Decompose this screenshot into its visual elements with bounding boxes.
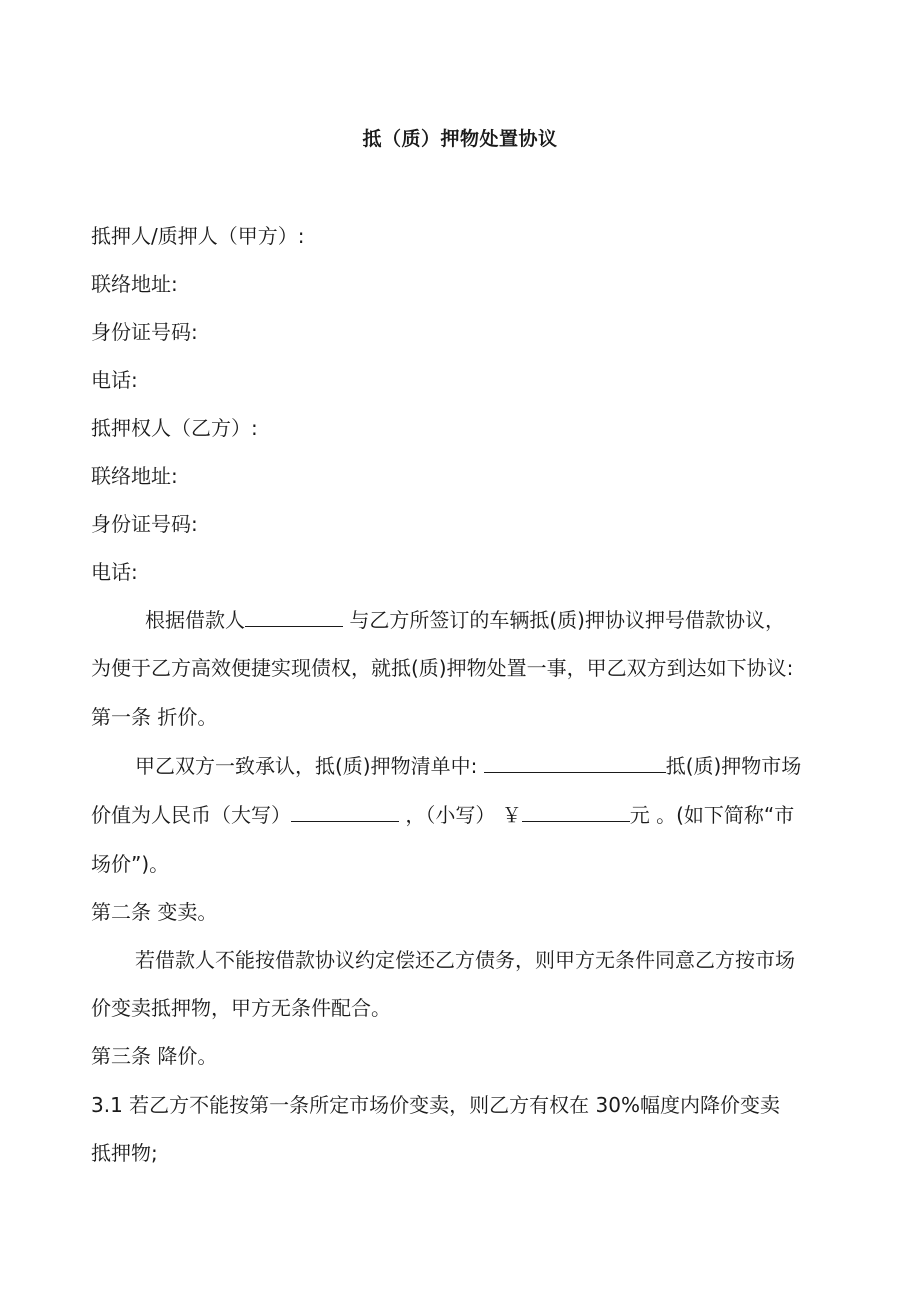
- article-1-line-3: 场价”)。: [91, 852, 170, 876]
- article-3-line-1: 3.1 若乙方不能按第一条所定市场价变卖，则乙方有权在 30%幅度内降价变卖: [91, 1093, 780, 1117]
- article-1-text-c: 价值为人民币（大写）: [91, 803, 291, 827]
- preamble-line-1: [145, 606, 785, 634]
- article-1-text-e: 元 。(如下简称“市: [629, 803, 795, 827]
- article-2-heading: 第二条 变卖。: [91, 900, 218, 924]
- preamble-text-a: 根据借款人: [145, 608, 245, 632]
- borrower-name-blank[interactable]: [245, 606, 343, 627]
- article-1-text-a: 甲乙双方一致承认，抵(质)押物清单中:: [135, 754, 484, 778]
- party-a-id-label: 身份证号码:: [91, 320, 198, 344]
- article-2-line-2: 价变卖抵押物，甲方无条件配合。: [91, 996, 391, 1020]
- preamble-text-b: 与乙方所签订的车辆抵(质)押协议押号借款协议，: [343, 608, 785, 632]
- article-1-text-d: ，（小写） ￥: [399, 803, 522, 827]
- party-a-label: 抵押人/质押人（甲方）:: [91, 224, 305, 248]
- article-1-heading: 第一条 折价。: [91, 705, 218, 729]
- article-1-line-2: [91, 801, 794, 829]
- article-3-heading: 第三条 降价。: [91, 1044, 218, 1068]
- document-title: 抵（质）押物处置协议: [362, 128, 558, 150]
- party-b-label: 抵押权人（乙方）:: [91, 416, 258, 440]
- party-a-address-label: 联络地址:: [91, 272, 178, 296]
- collateral-list-blank[interactable]: [484, 752, 666, 773]
- article-3-line-2: 抵押物;: [91, 1141, 158, 1165]
- article-2-line-1: 若借款人不能按借款协议约定偿还乙方债务，则甲方无条件同意乙方按市场: [135, 948, 795, 972]
- amount-uppercase-blank[interactable]: [291, 801, 399, 822]
- party-b-phone-label: 电话:: [91, 560, 138, 584]
- article-1-text-b: 抵(质)押物市场: [665, 754, 802, 778]
- amount-lowercase-blank[interactable]: [522, 801, 630, 822]
- party-b-address-label: 联络地址:: [91, 464, 178, 488]
- party-a-phone-label: 电话:: [91, 368, 138, 392]
- article-1-line-1: [135, 752, 801, 780]
- party-b-id-label: 身份证号码:: [91, 512, 198, 536]
- preamble-line-2: 为便于乙方高效便捷实现债权，就抵(质)押物处置一事，甲乙双方到达如下协议:: [91, 656, 794, 680]
